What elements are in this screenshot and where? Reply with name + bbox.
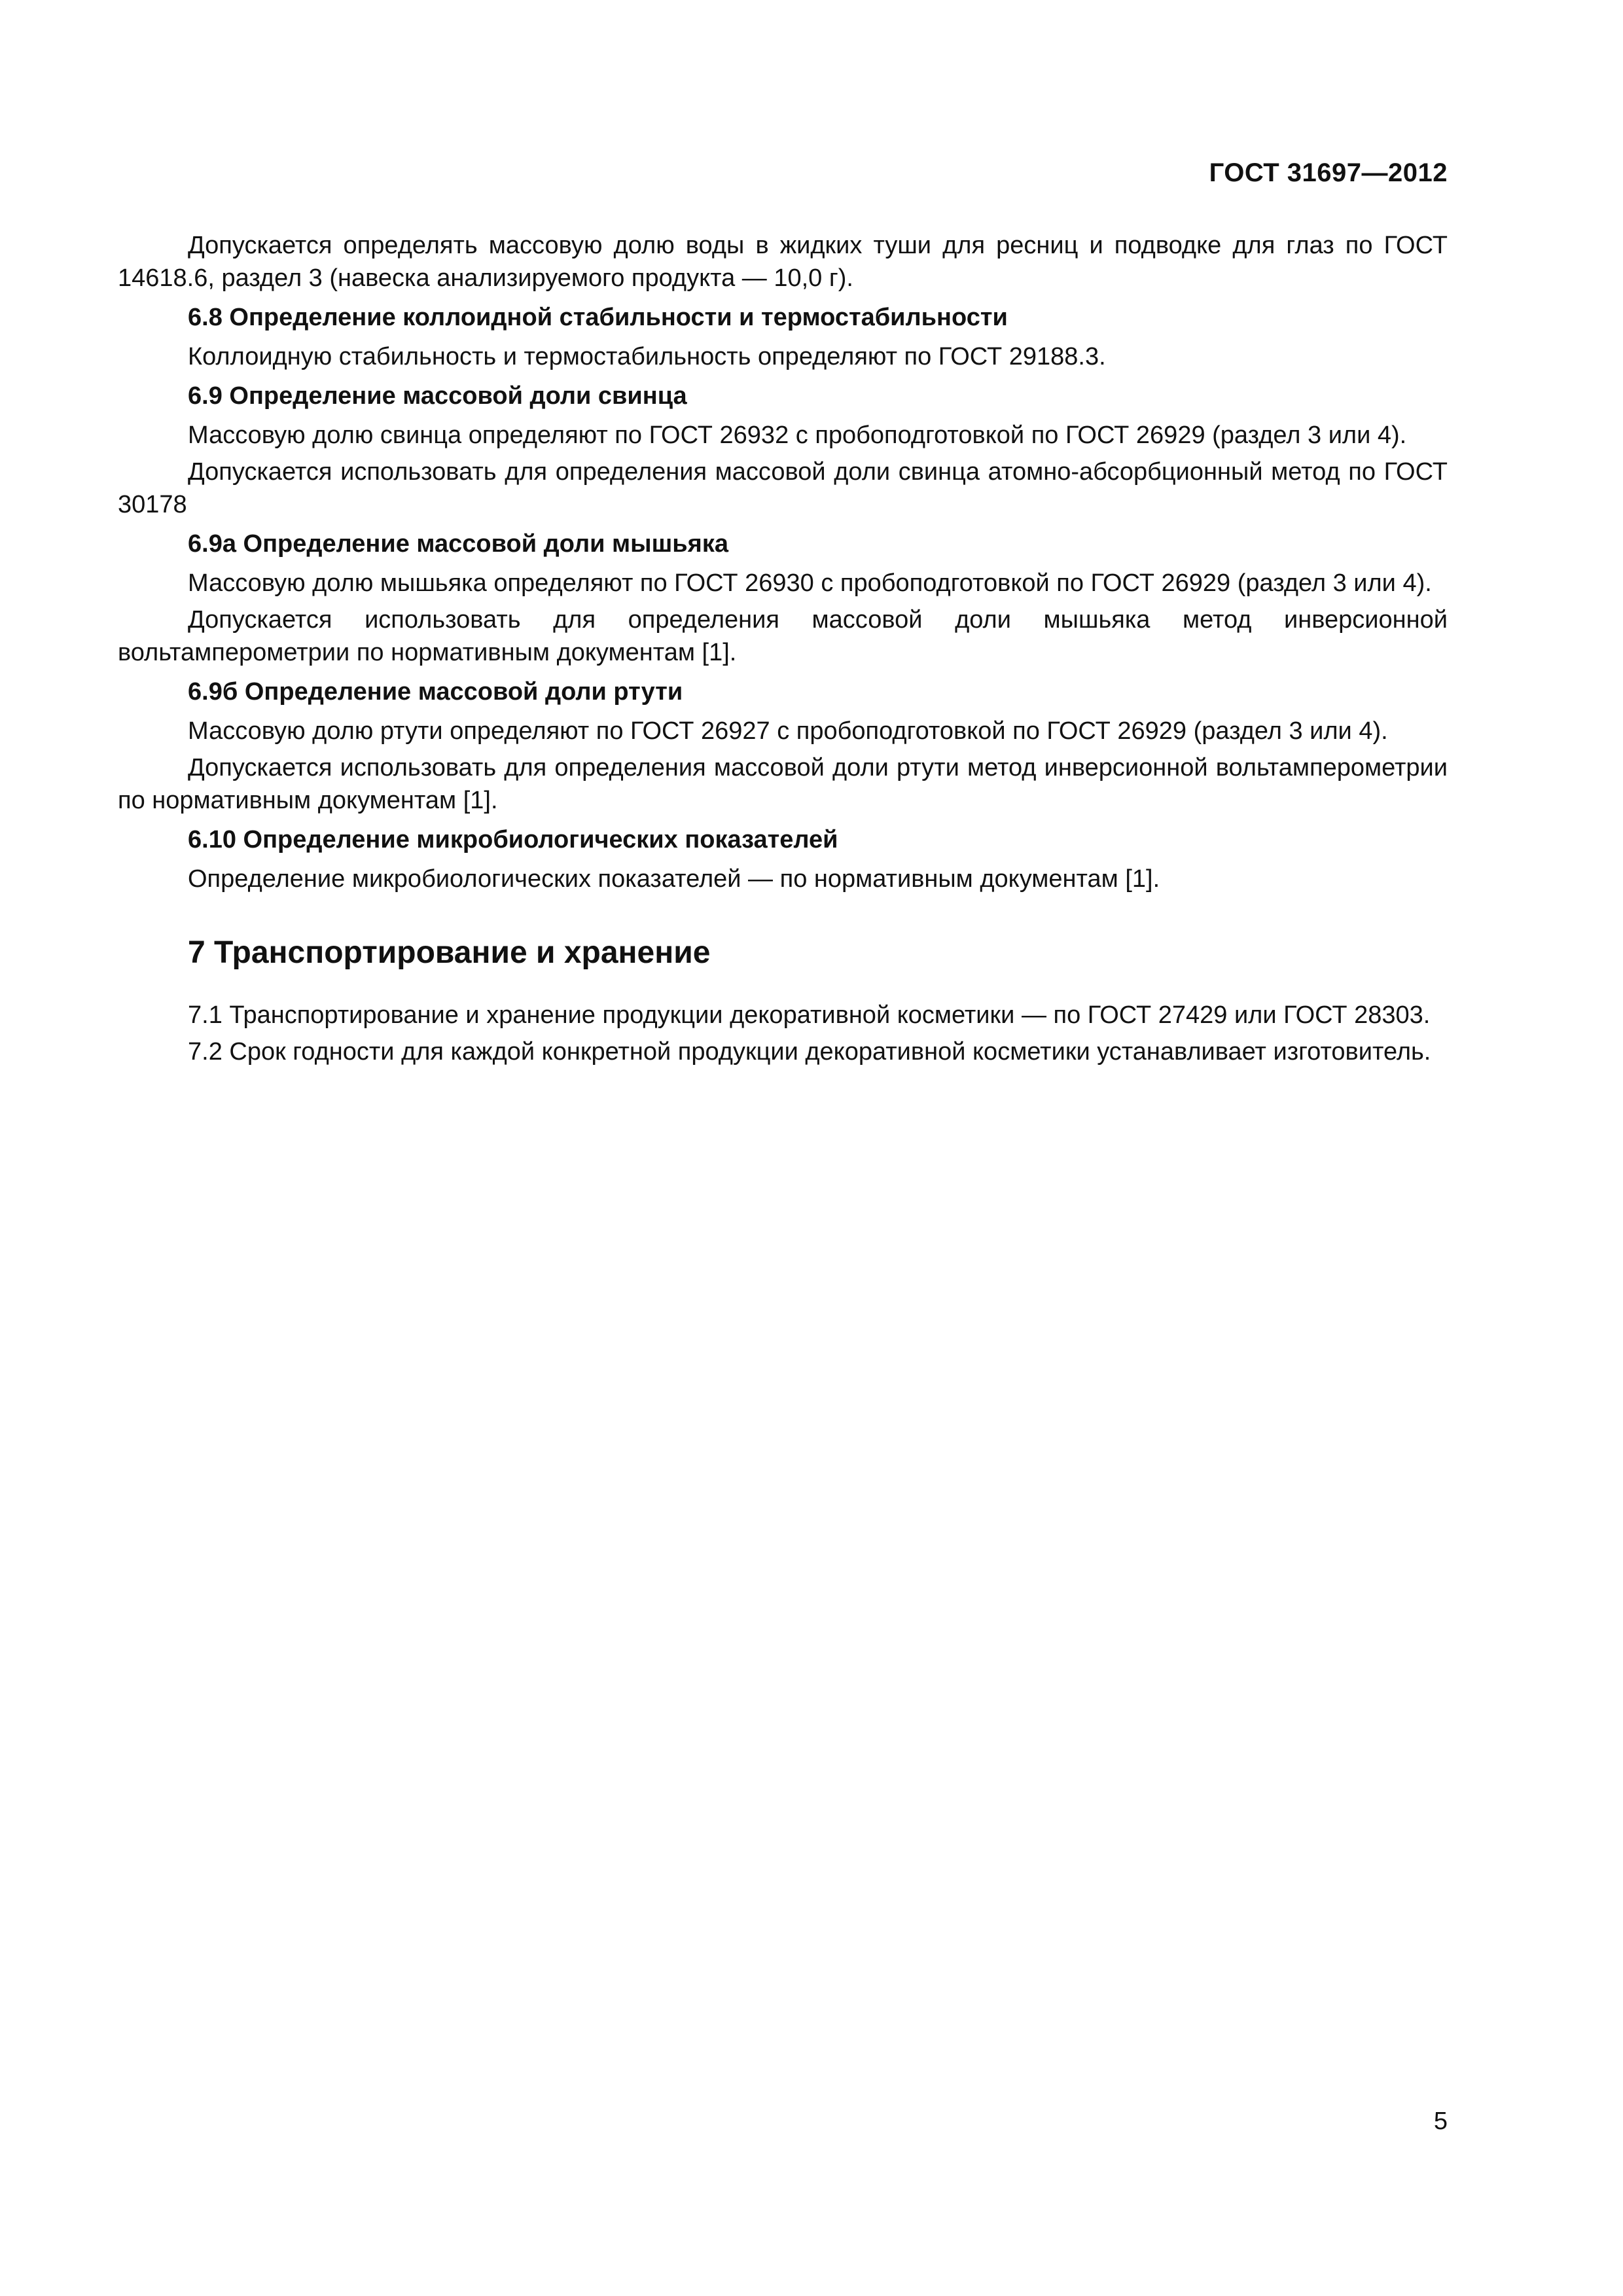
heading-6-10: 6.10 Определение микробиологических показателей [188, 826, 838, 853]
paragraph-lead-method: Массовую долю свинца определяют по ГОСТ 26932 с пробоподготовкой по ГОСТ 26929 (раздел 3 или 4). [188, 422, 1407, 449]
page-number: 5 [1433, 2108, 1448, 2135]
paragraph-7-2: 7.2 Срок годности для каждой конкретной продукции декоративной косметики устанавливает изготовитель. [188, 1038, 1431, 1066]
paragraph-arsenic-method: Массовую долю мышьяка определяют по ГОСТ 26930 с пробоподготовкой по ГОСТ 26929 (раздел 3 или 4). [188, 569, 1432, 597]
paragraph-colloid-stability: Коллоидную стабильность и термостабильность определяют по ГОСТ 29188.3. [188, 343, 1106, 370]
heading-6-8: 6.8 Определение коллоидной стабильности и термостабильности [188, 304, 1008, 331]
paragraph-microbiology: Определение микробиологических показателей — по нормативным документам [1]. [188, 865, 1160, 893]
paragraph-water-fraction: Допускается определять массовую долю воды в жидких туши для ресниц и подводке для глаз по ГОСТ 14618.6, раздел 3 (навеска анализируемого продукта — 10,0 г). [118, 232, 1448, 292]
document-code-header: ГОСТ 31697—2012 [1209, 158, 1448, 187]
paragraph-mercury-method: Массовую долю ртути определяют по ГОСТ 26927 с пробоподготовкой по ГОСТ 26929 (раздел 3 или 4). [188, 717, 1388, 745]
heading-6-9b: 6.9б Определение массовой доли ртути [188, 678, 683, 706]
paragraph-7-1: 7.1 Транспортирование и хранение продукции декоративной косметики — по ГОСТ 27429 или ГОСТ 28303. [188, 1001, 1431, 1029]
paragraph-arsenic-alt-method: Допускается использовать для определения массовой доли мышьяка метод инверсионной вольтамперометрии по нормативным документам [1]. [118, 606, 1448, 666]
document-body [118, 229, 1448, 1072]
paragraph-lead-alt-method: Допускается использовать для определения массовой доли свинца атомно-абсорбционный метод по ГОСТ 30178 [118, 458, 1448, 518]
heading-6-9a: 6.9а Определение массовой доли мышьяка [188, 530, 728, 558]
section-title-7: 7 Транспортирование и хранение [188, 935, 711, 970]
heading-6-9: 6.9 Определение массовой доли свинца [188, 382, 687, 410]
paragraph-mercury-alt-method: Допускается использовать для определения массовой доли ртути метод инверсионной вольтамперометрии по нормативным документам [1]. [118, 754, 1448, 814]
